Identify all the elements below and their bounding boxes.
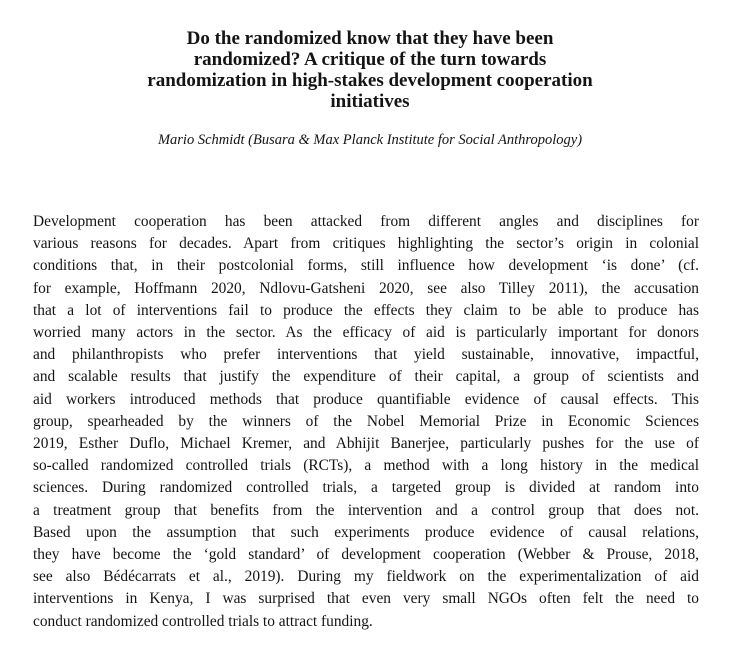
paragraph-line: Based upon the assumption that such experiments produce evidence of causal relations, — [33, 523, 699, 541]
paper-title — [60, 28, 680, 112]
paragraph-line: conditions that, in their postcolonial forms, still influence how development ‘is done’ (cf. — [33, 257, 699, 275]
paragraph-line: aid workers introduced methods that produce quantifiable evidence of causal effects. This — [33, 390, 699, 408]
paragraph-line: Development cooperation has been attacked from different angles and disciplines for — [33, 213, 699, 230]
paragraph-line: so-called randomized controlled trials (RCTs), a method with a long history in the medical — [33, 457, 699, 475]
title-line: randomized? A critique of the turn towards — [193, 49, 547, 70]
title-line: Do the randomized know that they have been — [186, 28, 554, 49]
paragraph-line: conduct randomized controlled trials to attract funding. — [33, 612, 373, 630]
paragraph-line: that a lot of interventions fail to produce the effects they claim to be able to produce has — [33, 301, 699, 319]
paragraph-line: and philanthropists who prefer interventions that yield sustainable, innovative, impactful, — [33, 346, 699, 364]
paragraph-line: for example, Hoffmann 2020, Ndlovu-Gatsheni 2020, see also Tilley 2011), the accusation — [33, 279, 699, 297]
paragraph-line: a treatment group that benefits from the intervention and a control group that does not. — [33, 501, 699, 519]
paragraph-line: interventions in Kenya, I was surprised that even very small NGOs often felt the need to — [33, 590, 699, 608]
paragraph-line: various reasons for decades. Apart from critiques highlighting the sector’s origin in colonial — [33, 235, 699, 253]
title-line: randomization in high-stakes development cooperation — [147, 70, 593, 91]
author-byline: Mario Schmidt (Busara & Max Planck Institute for Social Anthropology) — [157, 132, 583, 148]
body-paragraph — [33, 211, 699, 633]
paragraph-line: group, spearheaded by the winners of the Nobel Memorial Prize in Economic Sciences — [33, 412, 699, 430]
paragraph-line: and scalable results that justify the expenditure of their capital, a group of scientists and — [33, 368, 699, 386]
paragraph-line: sciences. During randomized controlled trials, a targeted group is divided at random into — [33, 479, 699, 497]
paragraph-line: worried many actors in the sector. As the efficacy of aid is particularly important for donors — [33, 324, 699, 342]
paragraph-line: they have become the ‘gold standard’ of development cooperation (Webber & Prouse, 2018, — [33, 546, 699, 564]
paragraph-line: see also Bédécarrats et al., 2019). During my fieldwork on the experimentalization of aid — [33, 568, 699, 586]
title-line: initiatives — [330, 91, 410, 112]
paragraph-line: 2019, Esther Duflo, Michael Kremer, and Abhijit Banerjee, particularly pushes for the use of — [33, 435, 699, 453]
